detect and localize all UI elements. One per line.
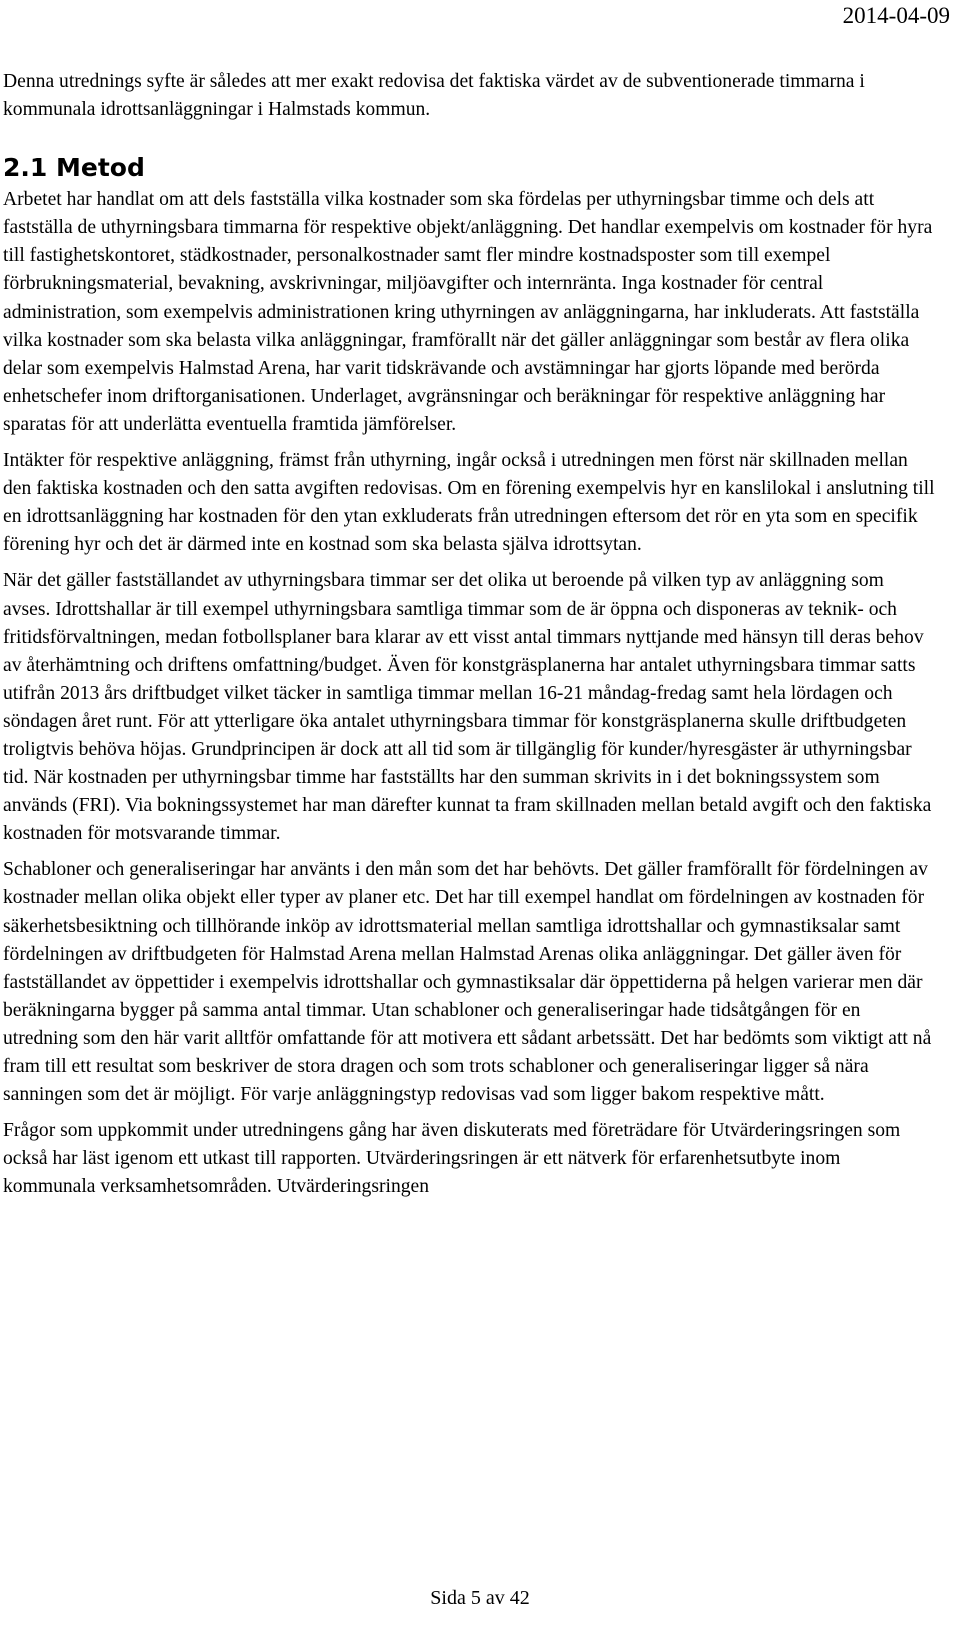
document-date: 2014-04-09 [842,3,950,28]
paragraph-revenues: Intäkter för respektive anläggning, främst från uthyrning, ingår också i utredningen men först när skillnaden mellan den faktiska kostnaden och den satta avgiften redovisas. Om en förening exempelvis hyr en kanslilokal i anslutning till en idrottsanläggning har kostnaden för den ytan exkluderats från utredningen eftersom det rör en yta som en specifik förening hyr och det är därmed inte en kostnad som ska belasta själva idrottsytan. [3,450,935,556]
paragraph-rentable-hours: När det gäller fastställandet av uthyrningsbara timmar ser det olika ut beroende på vilken typ av anläggning som avses. Idrottshallar är till exempel uthyrningsbara samtliga timmar som de är öppna och disponeras av teknik- och fritidsförvaltningen, medan fotbollsplaner bara klarar av ett visst antal timmars nyttjande med hänsyn till deras behov av återhämtning och driftens omfattning/budget. Även för konstgräsplanerna har antalet uthyrningsbara timmar satts utifrån 2013 års driftbudget vilket täcker in samtliga timmar mellan 16-21 måndag-fredag samt hela lördagen och söndagen året runt. För att ytterligare öka antalet uthyrningsbara timmar för konstgräsplanerna skulle driftbudgeten troligtvis behöva höjas. Grundprincipen är dock att all tid som är tillgänglig för kunder/hyresgäster är uthyrningsbar tid. När kostnaden per uthyrningsbar timme har fastställts har den summan skrivits in i det bokningssystem som används (FRI). Via bokningssystemet har man därefter kunnat ta fram skillnaden mellan betald avgift och den faktiska kostnaden för motsvarande timmar. [3,570,932,845]
page-number: Sida 5 av 42 [430,1587,530,1609]
intro-paragraph: Denna utrednings syfte är således att mer exakt redovisa det faktiska värdet av de subventionerade timmarna i kommunala idrottsanläggningar i Halmstads kommun. [3,71,865,121]
section-heading: 2.1 Metod [3,153,145,183]
paragraph-method-costs: Arbetet har handlat om att dels fastställa vilka kostnader som ska fördelas per uthyrningsbar timme och dels att fastställa de uthyrningsbara timmarna för respektive objekt/anläggning. Det handlar exempelvis om kostnader för hyra till fastighetskontoret, städkostnader, personalkostnader samt fler mindre kostnadsposter som till exempel förbrukningsmaterial, bevakning, avskrivningar, miljöavgifter och internränta. Inga kostnader för central administration, som exempelvis administrationen kring uthyrningen av anläggningarna, har inkluderats. Att fastställa vilka kostnader som ska belasta vilka anläggningar, framförallt när det gäller anläggningar som består av flera olika delar som exempelvis Halmstad Arena, har varit tidskrävande och avstämningar har gjorts löpande med berörda enhetschefer inom driftorganisationen. Underlaget, avgränsningar och beräkningar för respektive anläggning har sparatas för att underlätta eventuella framtida jämförelser. [3,189,933,435]
document-body [0,68,935,1209]
paragraph-evaluation-ring: Frågor som uppkommit under utredningens gång har även diskuterats med företrädare för Utvärderingsringen som också har läst igenom ett utkast till rapporten. Utvärderingsringen är ett nätverk för erfarenhetsutbyte inom kommunala verksamhetsområden. Utvärderingsringen [3,1120,901,1198]
paragraph-templates: Schabloner och generaliseringar har använts i den mån som det har behövts. Det gäller framförallt för fördelningen av kostnader mellan olika objekt eller typer av planer etc. Det har till exempel handlat om fördelningen av kostnaden för säkerhetsbesiktning och tillhörande inköp av idrottsmaterial mellan samtliga idrottshallar och gymnastiksalar samt fördelningen av driftbudgeten för Halmstad Arena mellan Halmstad Arenas olika anläggningar. Det gäller även för fastställandet av öppettider i exempelvis idrottshallar och gymnastiksalar där öppettiderna på helgen varierar men där beräkningarna bygger på samma antal timmar. Utan schabloner och generaliseringar hade tidsåtgången för en utredning som den här varit alltför omfattande för att motivera ett sådant arbetssätt. Det har bedömts som viktigt att nå fram till ett resultat som beskriver de stora dragen och som trots schabloner och generaliseringar ligger så nära sanningen som det är möjligt. För varje anläggningstyp redovisas vad som ligger bakom respektive mått. [3,859,932,1106]
